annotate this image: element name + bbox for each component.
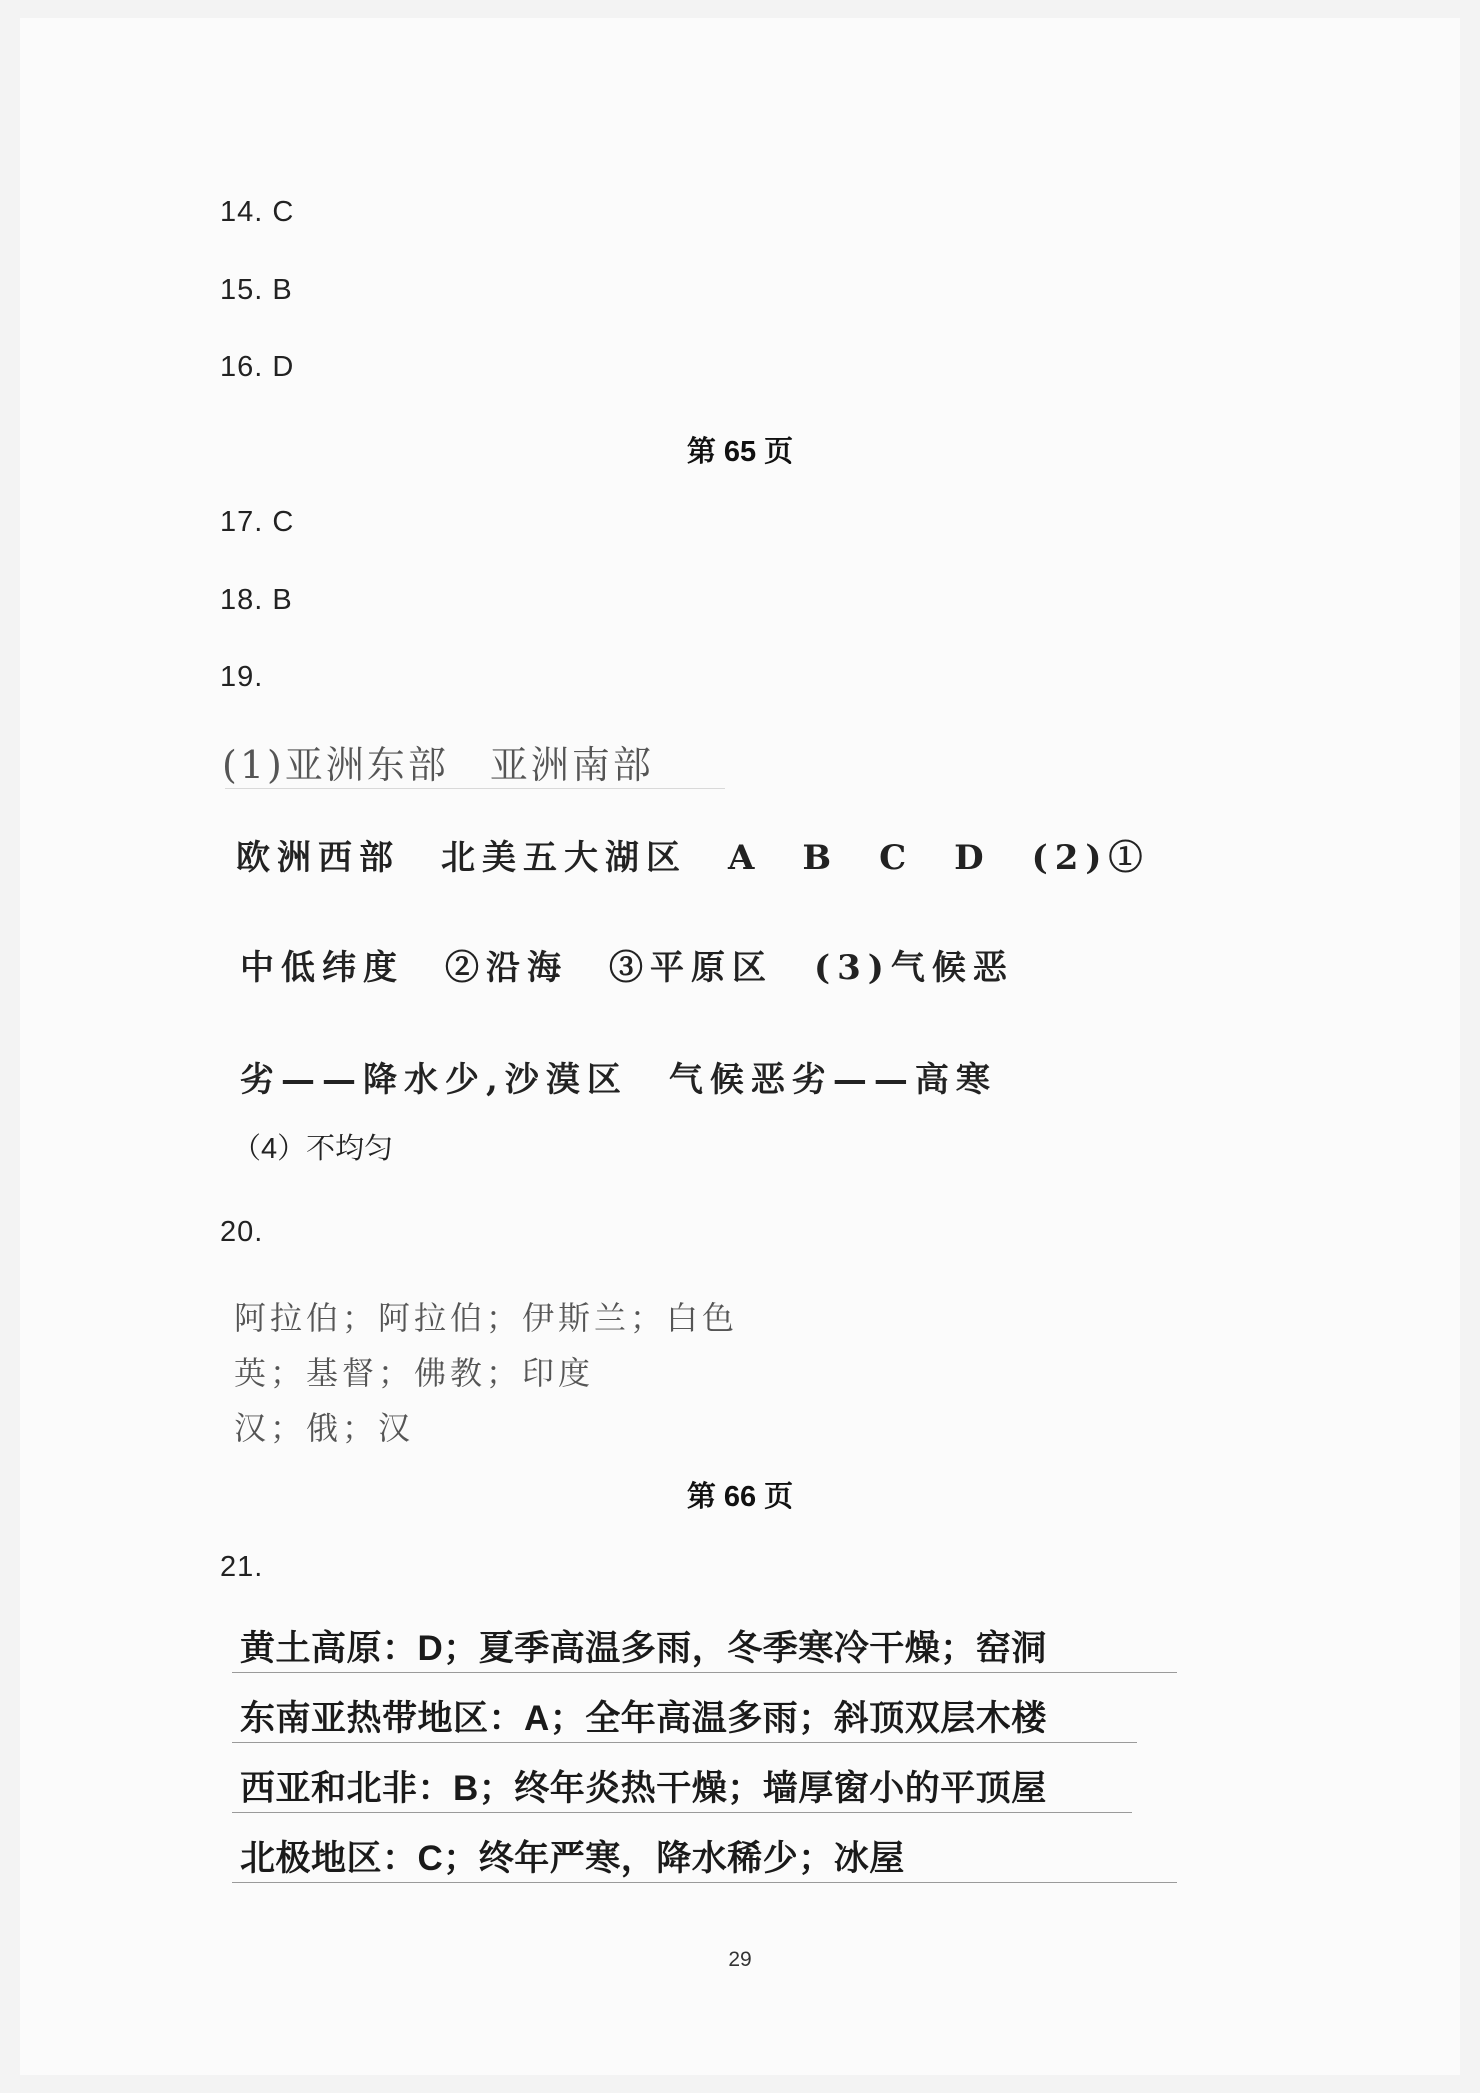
answer-20-line-3: 汉；俄；汉	[234, 1409, 415, 1447]
answer-19-line-4: 劣——降水少,沙漠区 气候恶劣——高寒	[240, 1060, 997, 1100]
answer-20-line-2: 英；基督；佛教；印度	[234, 1354, 595, 1392]
answer-18: 18. B	[220, 584, 293, 616]
underline-2	[232, 1742, 1137, 1743]
answer-21-line-3: 西亚和北非：B；终年炎热干燥；墙厚窗小的平顶屋	[240, 1769, 1047, 1808]
page-number: 29	[728, 1948, 752, 1971]
answer-19-number: 19.	[220, 661, 264, 693]
answer-19-line-3: 中低纬度 ②沿海 ③平原区 (3)气候恶	[240, 948, 1014, 988]
answer-20-number: 20.	[220, 1216, 264, 1248]
answer-20-line-1: 阿拉伯；阿拉伯；伊斯兰；白色	[234, 1299, 739, 1337]
scan-divider	[225, 788, 725, 789]
section-heading-page-65: 第 65 页	[686, 436, 794, 468]
answer-19-line-2: 欧洲西部 北美五大湖区 A B C D (2)①	[236, 838, 1150, 878]
answer-21-number: 21.	[220, 1551, 264, 1583]
section-heading-page-66: 第 66 页	[686, 1481, 794, 1513]
answer-19-line-1: (1)亚洲东部 亚洲南部	[222, 743, 654, 787]
answer-17: 17. C	[220, 506, 295, 538]
answer-21-line-2: 东南亚热带地区：A；全年高温多雨；斜顶双层木楼	[240, 1699, 1047, 1738]
answer-19-line-5: （4）不均匀	[232, 1133, 394, 1165]
answer-14: 14. C	[220, 196, 295, 228]
answer-21-line-1: 黄土高原：D；夏季高温多雨，冬季寒冷干燥；窑洞	[240, 1629, 1047, 1668]
answer-page	[20, 18, 1460, 2075]
answer-16: 16. D	[220, 351, 295, 383]
underline-3	[232, 1812, 1132, 1813]
answer-15: 15. B	[220, 274, 293, 306]
underline-4	[232, 1882, 1177, 1883]
underline-1	[232, 1672, 1177, 1673]
answer-21-line-4: 北极地区：C；终年严寒，降水稀少；冰屋	[240, 1839, 905, 1878]
